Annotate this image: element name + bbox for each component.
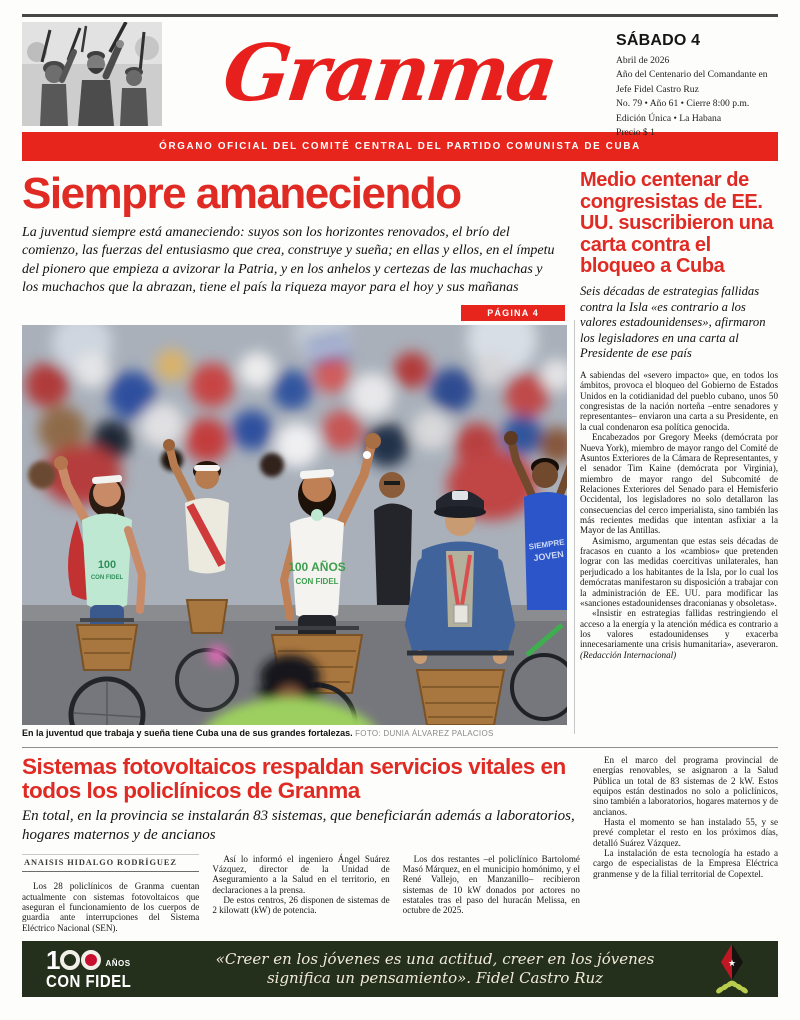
- fidel-quote: «Creer en los jóvenes es una actitud, creer en los jóvenes significa un pensamiento». Fidel Castro Ruz: [215, 949, 655, 987]
- svg-text:CON FIDEL: CON FIDEL: [90, 574, 124, 581]
- congress-paragraph: A sabiendas del «severo impacto» que, en todos los ámbitos, provoca el bloqueo del Gobierno de Estados Unidos en la cotidianidad del pueblo cubano, unos 50 congresistas de la nación norteña –entre senadores y representantes– enviaron una carta a su Presidente, en la cual condenaron esa política genocida.: [580, 370, 778, 432]
- logo-zero: [60, 950, 80, 970]
- logo-zero-fidel: [81, 950, 101, 970]
- story-credit: (Redacción Internacional): [580, 649, 677, 660]
- date-price: Precio $ 1: [616, 126, 655, 138]
- solar-headline: Sistemas fotovoltaicos respaldan servicios vitales en todos los policlínicos de Granma: [22, 753, 566, 803]
- page-reference-tag: PÁGINA 4: [461, 305, 565, 321]
- lead-story: [22, 170, 567, 738]
- granma-logo: Granma: [218, 27, 560, 119]
- masthead: [22, 22, 778, 138]
- date-issue: No. 79 • Año 61 • Cierre 8:00 p.m.: [616, 98, 750, 110]
- solar-column-2: Así lo informó el ingeniero Ángel Suárez Vázquez, director de la Unidad de Aseguramiento a la Salud en el territorio, en declaraciones a la prensa. De estos centros, 26 disponen de sistemas de 2 kilowatt (kW) de potencia.: [212, 853, 390, 916]
- date-month-year: Abril de 2026: [616, 55, 670, 66]
- congress-paragraph: «Insistir en estrategias fallidas restringiendo el acceso a la energía y la atención médica es contrario a los valores estadounidenses y exacerba innecesariamente una crisis humanitaria», aseveraron. (Redacción Internacional): [580, 608, 778, 660]
- logo-digit: 1: [46, 945, 60, 975]
- main-section: [22, 170, 778, 738]
- solar-column-4: En el marco del programa provincial de energías renovables, se asignaron a la Salud Pública un total de 83 sistemas de 2 kW. Estos equipos están destinados no solo a policlínicos, sino también a laboratorios, hogares maternos y de ancianos. Hasta el momento se han instalado 55, y se prevé completar el resto en los próximos días, detalló Suárez Vázquez. La instalación de esta tecnología ha estado a cargo de especialistas de la Empresa Eléctrica granmense y de la filial territorial de Copextel.: [593, 754, 778, 879]
- date-day: SÁBADO 4: [616, 32, 701, 49]
- solar-story: [22, 747, 778, 933]
- photo-caption: En la juventud que trabaja y sueña tiene Cuba una de sus grandes fortalezas. FOTO: DUNIA ÁLVAREZ PALACIOS: [22, 727, 494, 738]
- date-edition: Edición Única • La Habana: [616, 112, 722, 124]
- photo-credit: FOTO: DUNIA ÁLVAREZ PALACIOS: [355, 728, 494, 738]
- congress-story: [567, 170, 778, 738]
- footer-banner: [22, 941, 778, 997]
- lead-photo: [22, 325, 567, 725]
- bicycle-march-photo-art: [22, 325, 567, 725]
- solar-column-1: ANAISIS HIDALGO RODRÍGUEZ Los 28 policlínicos de Granma cuentan actualmente con sistemas fotovoltaicos que aseguran el funcionamiento de los cuerpos de guardia ante interrupciones del Sistema Eléctrico Nacional (SEN).: [22, 854, 199, 933]
- granma-logo-wrap: [162, 22, 616, 126]
- anniversary-emblem: [684, 943, 754, 995]
- svg-text:100 AÑOS: 100 AÑOS: [288, 559, 346, 574]
- congress-paragraph: Asimismo, argumentan que estas seis décadas de fracasos en cuanto a los «cambios» que pretenden lograr con las medidas coercitivas unilaterales, han perjudicado a los habitantes de la Isla, por lo cual los demócratas manifestaron su disposición a trabajar con la administración de EE. UU. para modificar las «sanciones estadounidenses draconianas y obsoletas».: [580, 535, 778, 608]
- column-divider: [574, 320, 575, 734]
- svg-text:★: ★: [727, 959, 737, 969]
- svg-text:CON FIDEL: CON FIDEL: [295, 576, 339, 586]
- date-block: [616, 22, 778, 140]
- logo-con-fidel: CON FIDEL: [46, 972, 132, 992]
- lead-headline: Siempre amaneciendo: [22, 169, 461, 218]
- logo-anos: AÑOS: [105, 958, 131, 968]
- top-rule: [22, 14, 778, 17]
- date-dedication: Año del Centenario del Comandante en Jefe Fidel Castro Ruz: [616, 69, 768, 95]
- congress-headline: Medio centenar de congresistas de EE. UU. suscribieron una carta contra el bloqueo a Cuba: [580, 169, 774, 278]
- congress-body: [580, 370, 778, 660]
- 100-anos-con-fidel-logo: [46, 945, 186, 992]
- solar-column-3: Los dos restantes –el policlínico Bartolomé Masó Márquez, en el municipio homónimo, y el René Vallejo, en Manzanillo– recibieron sistemas de 10 kW donados por actores no estatales tras el paso del huracán Melissa, en octubre de 2025.: [402, 853, 580, 916]
- svg-text:JOVEN: JOVEN: [532, 548, 565, 563]
- lead-deck: La juventud siempre está amaneciendo: suyos son los horizontes renovados, el brío del comienzo, las fuerzas del entusiasmo que crea, construye y sueña; en ellas y ellos, en el ímpetu del pionero que empieza a avizorar la Patria, y en los anhelos y certezas de las muchachas y los muchachos que la abrazan, tiene el país la riqueza mayor para el hoy y sus mañanas: [22, 225, 555, 296]
- byline: ANAISIS HIDALGO RODRÍGUEZ: [22, 854, 199, 873]
- svg-text:100: 100: [97, 558, 117, 571]
- rhombus-star-emblem-icon: [710, 943, 754, 995]
- congress-deck: Seis décadas de estrategias fallidas contra la Isla «es contrario a los valores estadounidenses», afirmaron los legisladores en una carta al Presidente de ese país: [580, 283, 766, 361]
- congress-paragraph: Encabezados por Gregory Meeks (demócrata por Nueva York), miembro de mayor rango del Comité de Asuntos Exteriores de la Cámara de Representantes, y el senador Tim Kaine (demócrata por Virginia), miembro de mayor rango del Subcomité de Relaciones Exteriores del Senado para el Hemisferio Occidental, los legisladores no solo detallaron las consecuencias del cerco imperialista, sino también las más recientes medidas que intentan asfixiar a la Mayor de las Antillas.: [580, 432, 778, 536]
- official-tagline: ÓRGANO OFICIAL DEL COMITÉ CENTRAL DEL PARTIDO COMUNISTA DE CUBA: [159, 141, 641, 152]
- svg-text:SIEMPRE: SIEMPRE: [528, 537, 566, 552]
- revolutionaries-photo-art: [22, 22, 162, 126]
- solar-deck: En total, en la provincia se instalarán 83 sistemas, que beneficiarán además a laboratorios, hogares maternos y de ancianos: [22, 808, 575, 843]
- revolutionaries-photo: [22, 22, 162, 126]
